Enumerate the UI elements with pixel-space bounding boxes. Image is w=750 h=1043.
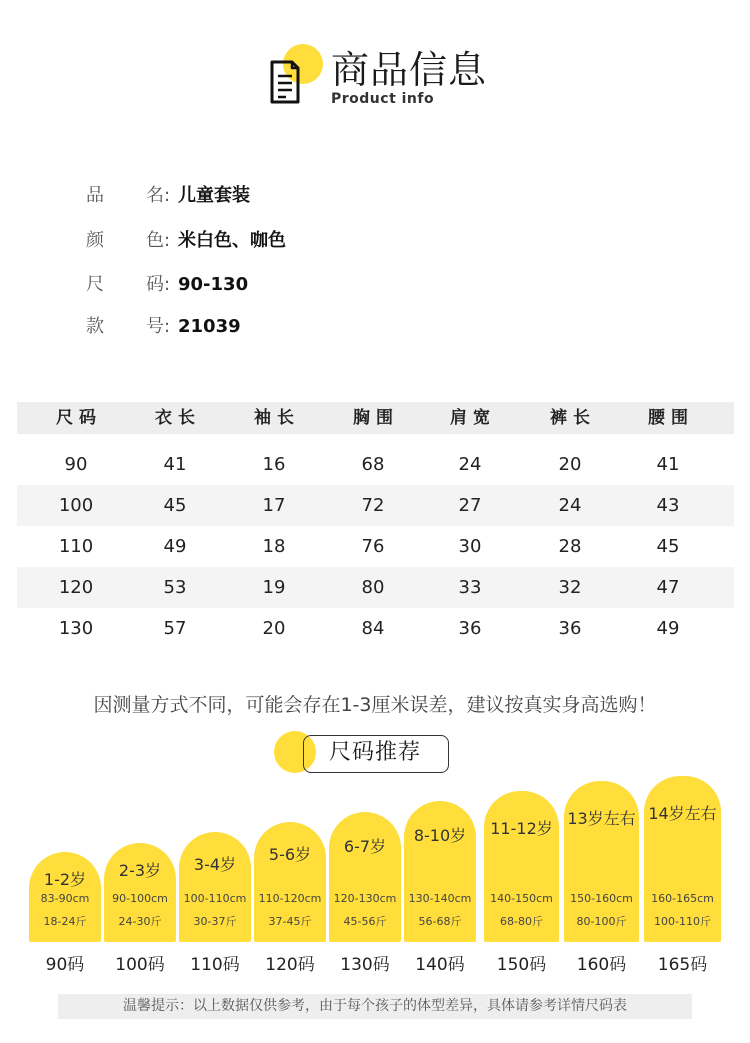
table-cell: 68 [361,454,385,475]
recommendation-title: 尺码推荐 [328,740,421,765]
table-header-cell: 胸围 [353,408,399,428]
table-cell: 72 [361,495,385,516]
info-label: 色: [146,230,171,251]
size-card-size-label: 165码 [657,955,708,975]
footer-tip-text: 温馨提示：以上数据仅供参考，由于每个孩子的体型差异，具体请参考详情尺码表 [123,998,627,1014]
table-cell: 33 [458,577,482,598]
size-card-age: 13岁左右 [567,809,636,828]
table-cell: 20 [558,454,582,475]
info-label: 品 [86,185,104,206]
info-label: 号: [146,316,171,337]
table-cell: 18 [262,536,286,557]
size-card-weight: 24-30斤 [118,915,162,928]
size-card-height: 130-140cm [408,892,472,905]
table-cell: 28 [558,536,582,557]
size-card-weight: 56-68斤 [418,915,462,928]
table-cell: 16 [262,454,286,475]
size-card [104,843,176,942]
table-cell: 130 [58,618,94,639]
size-card [644,776,721,942]
page-title: 商品信息 [331,48,488,92]
table-cell: 41 [656,454,680,475]
size-card-size-label: 110码 [190,955,240,975]
table-cell: 43 [656,495,680,516]
size-card-height: 100-110cm [183,892,247,905]
table-header-cell: 裤长 [550,408,596,428]
table-cell: 24 [558,495,582,516]
section-header [0,40,750,120]
table-header-row [17,402,734,434]
table-cell: 80 [361,577,385,598]
size-card-weight: 80-100斤 [576,915,627,928]
size-card-age: 11-12岁 [490,819,553,838]
table-cell: 76 [361,536,385,557]
table-cell: 32 [558,577,582,598]
info-row-style-number [86,307,686,347]
table-cell: 49 [656,618,680,639]
size-card-size-label: 140码 [415,955,465,975]
info-label: 名: [146,185,171,206]
info-row-name [86,176,686,216]
info-label: 码: [146,274,171,295]
page-subtitle: Product info [331,91,435,107]
table-header-cell: 尺码 [56,408,102,428]
table-header-cell: 腰围 [648,408,694,428]
table-cell: 36 [458,618,482,639]
size-card-size-label: 100码 [115,955,165,975]
size-card-size-label: 130码 [340,955,390,975]
table-row [17,526,734,567]
table-cell: 110 [58,536,94,557]
info-label: 尺 [86,274,104,295]
info-value: 21039 [178,316,241,337]
size-card [254,822,326,942]
info-row-size [86,265,686,305]
table-row [17,485,734,526]
size-card-height: 90-100cm [112,892,168,905]
table-row [17,444,734,485]
size-card [484,791,559,942]
size-card-height: 83-90cm [40,892,90,905]
size-card-height: 120-130cm [333,892,397,905]
table-cell: 120 [58,577,94,598]
size-card [564,781,639,942]
size-card-size-label: 150码 [496,955,547,975]
size-card-size-label: 90码 [45,955,85,975]
table-cell: 30 [458,536,482,557]
size-card-weight: 18-24斤 [43,915,87,928]
table-cell: 49 [163,536,187,557]
size-card [179,832,251,942]
table-row [17,608,734,649]
table-header-cell: 衣长 [155,408,201,428]
table-cell: 47 [656,577,680,598]
size-card-age: 2-3岁 [118,861,162,880]
document-icon [268,58,302,106]
table-row [17,567,734,608]
table-cell: 27 [458,495,482,516]
info-value: 90-130 [178,274,249,295]
info-row-color [86,221,686,261]
size-card-height: 110-120cm [258,892,322,905]
table-cell: 100 [58,495,94,516]
size-card-weight: 30-37斤 [193,915,237,928]
size-card-weight: 45-56斤 [343,915,387,928]
table-header-cell: 肩宽 [450,408,496,428]
size-card [329,812,401,942]
size-card-age: 6-7岁 [343,837,387,856]
table-cell: 53 [163,577,187,598]
size-card-weight: 68-80斤 [500,915,543,928]
table-cell: 84 [361,618,385,639]
table-cell: 20 [262,618,286,639]
size-card-age: 14岁左右 [648,804,717,823]
table-cell: 19 [262,577,286,598]
info-value: 米白色、咖色 [178,230,286,251]
table-cell: 45 [163,495,187,516]
measurement-note: 因测量方式不同，可能会存在1-3厘米误差，建议按真实身高选购！ [93,694,657,716]
size-card-weight: 100-110斤 [654,915,711,928]
table-header-cell: 袖长 [254,408,300,428]
info-label: 款 [86,316,104,337]
size-card-weight: 37-45斤 [268,915,312,928]
size-card [404,801,476,942]
info-value: 儿童套装 [178,185,250,206]
table-cell: 45 [656,536,680,557]
size-card-size-label: 120码 [265,955,315,975]
table-cell: 90 [64,454,88,475]
size-card-height: 140-150cm [490,892,553,905]
size-card-age: 3-4岁 [193,855,237,874]
size-card-height: 160-165cm [651,892,714,905]
table-cell: 36 [558,618,582,639]
size-card-age: 8-10岁 [413,826,467,845]
table-cell: 24 [458,454,482,475]
footer-tip [58,994,692,1019]
size-card [29,852,101,942]
size-card-height: 150-160cm [570,892,633,905]
size-card-age: 5-6岁 [268,845,312,864]
table-cell: 41 [163,454,187,475]
size-card-age: 1-2岁 [43,870,87,889]
table-cell: 17 [262,495,286,516]
info-label: 颜 [86,230,104,251]
size-card-size-label: 160码 [576,955,627,975]
table-cell: 57 [163,618,187,639]
